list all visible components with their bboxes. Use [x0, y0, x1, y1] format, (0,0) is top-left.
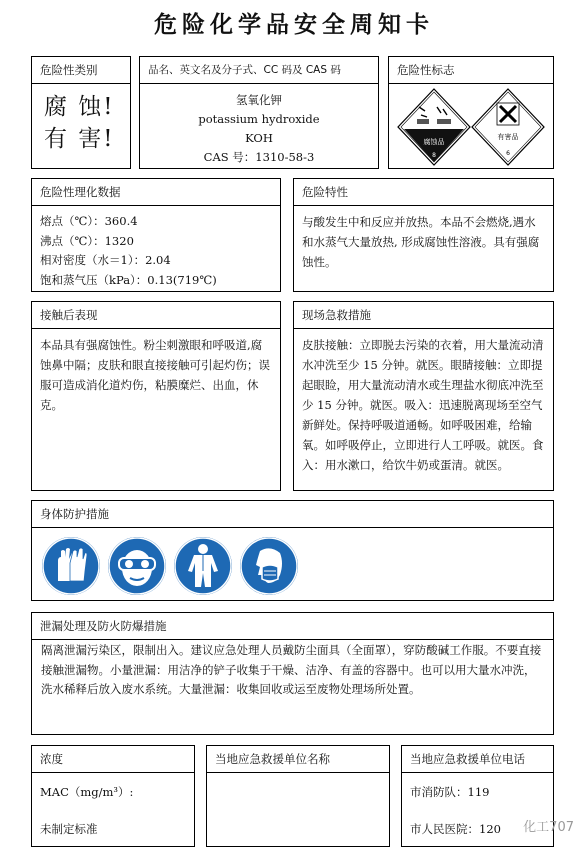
- cas-number: CAS 号：1310-58-3: [203, 150, 315, 164]
- physchem-values: [40, 212, 272, 290]
- hazard-signs-box: [388, 56, 554, 169]
- watermark: 化工707: [523, 820, 574, 835]
- hazard-props-box: [293, 178, 554, 292]
- first-aid-box: [293, 301, 554, 491]
- rescue-unit-header: 当地应急救援单位名称: [207, 746, 389, 773]
- hazard-category-header: 危险性类别: [32, 57, 130, 84]
- physchem-header: 危险性理化数据: [32, 179, 280, 206]
- harmful-sign-icon: [472, 89, 544, 165]
- hazard-category-line: 腐 蚀!: [44, 94, 115, 120]
- melting-point: 熔点（℃）：360.4: [40, 214, 138, 228]
- vapor-pressure: 饱和蒸气压（kPa）：0.13(719℃): [40, 272, 217, 287]
- card-title: 危险化学品安全周知卡: [154, 12, 434, 38]
- contact-text: 本品具有强腐蚀性。粉尘刺激眼和呼吸道,腐蚀鼻中隔；皮肤和眼直接接触可引起灼伤；误服可造成消化道灼伤，粘膜糜烂、出血，休克。: [40, 338, 270, 412]
- concentration-values: [40, 782, 186, 839]
- identity-values: [140, 91, 378, 167]
- gloves-icon: [42, 537, 100, 595]
- rescue-unit-box: [206, 745, 390, 847]
- hazard-category-box: [31, 56, 131, 169]
- goggles-icon: [108, 537, 166, 595]
- physchem-box: [31, 178, 281, 292]
- chemical-name-en: potassium hydroxide: [198, 112, 320, 126]
- fire-department-phone: 市消防队：119: [410, 785, 490, 799]
- hazard-category-values: [44, 91, 115, 155]
- hazard-diamonds: [397, 87, 547, 167]
- leak-header: 泄漏处理及防火防爆措施: [32, 613, 553, 640]
- corrosive-sign-icon: [398, 89, 470, 165]
- respirator-icon: [240, 537, 298, 595]
- relative-density: 相对密度（水＝1）：2.04: [40, 253, 171, 267]
- rescue-phone-header: 当地应急救援单位电话: [402, 746, 553, 773]
- leak-box: [31, 612, 554, 735]
- protective-suit-icon: [174, 537, 232, 595]
- concentration-box: [31, 745, 195, 847]
- chemical-name-cn: 氢氧化钾: [236, 93, 282, 107]
- mac-standard: 未制定标准: [40, 822, 98, 836]
- identity-box: [139, 56, 379, 169]
- leak-text: 隔离泄漏污染区，限制出入。建议应急处理人员戴防尘面具（全面罩），穿防酸碱工作服。不要直接接触泄漏物。小量泄漏：用洁净的铲子收集于干燥、洁净、有盖的容器中。也可以用大量水冲洗，洗水稀释后放入废水系统。大量泄漏：收集回收或运至废物处理场所处置。: [41, 643, 542, 696]
- hazard-props-header: 危险特性: [294, 179, 553, 206]
- hospital-phone: 市人民医院：120: [410, 822, 501, 836]
- concentration-header: 浓度: [32, 746, 194, 773]
- ppe-box: [31, 500, 554, 601]
- boiling-point: 沸点（℃）：1320: [40, 233, 134, 248]
- chemical-formula: KOH: [245, 131, 273, 145]
- corrosive-sign-label: 腐蚀品: [423, 138, 445, 146]
- first-aid-header: 现场急救措施: [294, 302, 553, 329]
- ppe-header: 身体防护措施: [32, 501, 553, 528]
- hazard-category-line: 有 害!: [44, 126, 115, 152]
- hazard-props-text: 与酸发生中和反应并放热。本品不会燃烧,遇水和水蒸气大量放热, 形成腐蚀性溶液。具有强腐蚀性。: [302, 215, 540, 269]
- contact-header: 接触后表现: [32, 302, 280, 329]
- mac-label: MAC（mg/m³）:: [40, 785, 134, 799]
- first-aid-text: 皮肤接触：立即脱去污染的衣着，用大量流动清水冲洗至少 15 分钟。就医。眼睛接触：立即提起眼睑，用大量流动清水或生理盐水彻底冲洗至少 15 分钟。就医。吸入：迅速脱离现场至空气新鲜处。保持呼吸道通畅。如呼吸困难，给输氧。如呼吸停止，立即进行人工呼吸。就医。食入：用水漱口，给饮牛奶或蛋清。就医。: [302, 338, 544, 472]
- harmful-sign-label: 有害品: [497, 133, 519, 141]
- contact-box: [31, 301, 281, 491]
- harmful-sign-number: 6: [506, 150, 510, 157]
- identity-header: 品名、英文名及分子式、CC 码及 CAS 码: [140, 57, 378, 84]
- hazard-signs-header: 危险性标志: [389, 57, 553, 84]
- corrosive-sign-number: 8: [432, 152, 436, 159]
